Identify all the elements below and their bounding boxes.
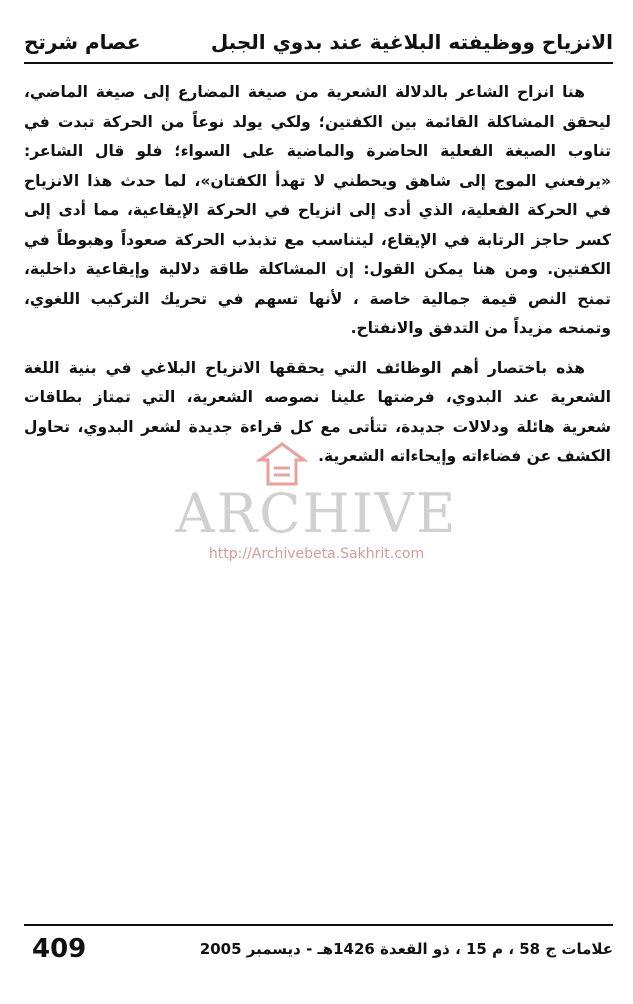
running-header — [24, 22, 613, 62]
article-title: الانزياح ووظيفته البلاغية عند بدوي الجبل — [210, 30, 613, 54]
watermark-url: http://Archivebeta.Sakhrit.com — [208, 546, 425, 562]
author-name: عصام شرتح — [24, 30, 141, 54]
footer-divider — [24, 924, 613, 926]
running-footer — [24, 930, 613, 970]
page-number: 409 — [32, 934, 87, 964]
watermark-word: ARCHIVE — [175, 482, 458, 545]
header-divider — [24, 62, 613, 64]
paragraph-1: هنا انزاح الشاعر بالدلالة الشعرية من صيغة المضارع إلى صيغة الماضي، ليحقق المشاكلة القائمة بين الكفتين؛ ولكي يولد نوعاً من الحركة تبدت في تناوب الصيغة الفعلية الحاضرة والماضية على السواء؛ فلو قال الشاعر: «يرفعني الموج إلى شاهق ويحطني لا تهدأ الكفتان»، لما حدث هذا الانزياح في الحركة الفعلية، الذي أدى إلى انزياح في الحركة الإيقاعية، مما أدى إلى كسر حاجز الرتابة في الإيقاع، ليتناسب مع تذبذب الحركة صعوداً وهبوطاً في الكفتين. ومن هنا يمكن القول: إن المشاكلة طاقة دلالية وإيقاعية داخلية، تمنح النص قيمة جمالية خاصة ، لأنها تسهم في تحريك التركيب اللغوي، وتمنحه مزيداً من التدفق والانفتاح. — [24, 83, 611, 337]
article-body — [24, 78, 611, 472]
paragraph-2: هذه باختصار أهم الوظائف التي يحققها الانزياح البلاغي في بنية اللغة الشعرية عند البدوي، فرضتها علينا نصوصه الشعرية، التي تمتاز بطاقات شعرية هائلة ودلالات جديدة، تتأتى مع كل قراءة جديدة لشعر البدوي، تحاول الكشف عن فضاءاته وإيحاءاته الشعرية. — [24, 358, 611, 465]
journal-issue-info: علامات ج 58 ، م 15 ، ذو القعدة 1426هـ - ديسمبر 2005 — [199, 940, 613, 958]
